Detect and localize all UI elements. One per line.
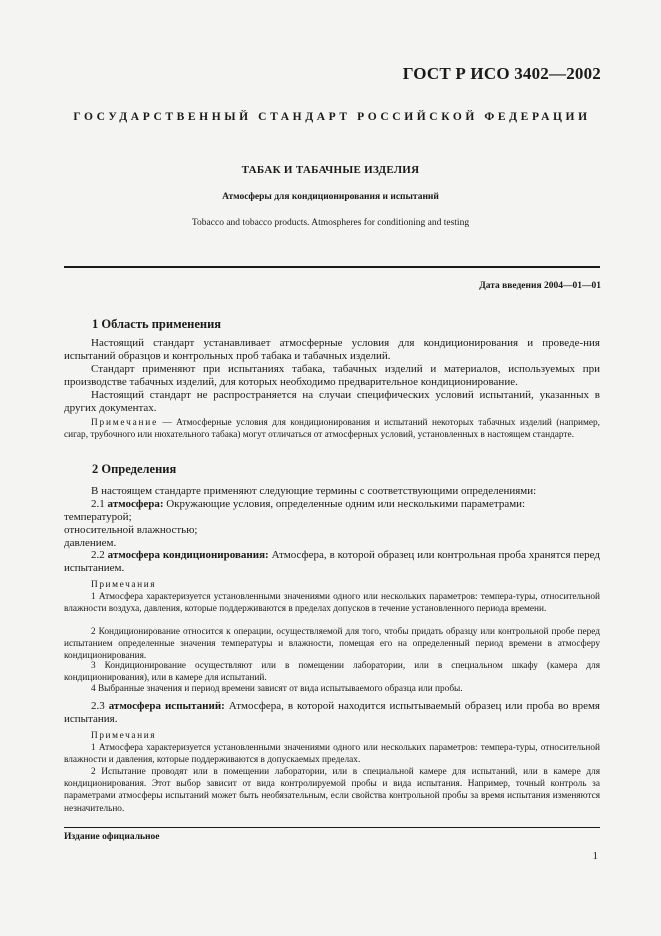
introduction-date: Дата введения 2004—01—01 (479, 281, 601, 291)
official-edition-label: Издание официальное (64, 832, 160, 842)
state-standard-banner: ГОСУДАРСТВЕННЫЙ СТАНДАРТ РОССИЙСКОЙ ФЕДЕРАЦИИ (73, 111, 591, 123)
section-1-paragraph-2: Стандарт применяют при испытаниях табака, табачных изделий и материалов, используемых при производстве табачных изделий, для которых необходимо предварительное кондиционирование. (64, 363, 600, 389)
document-title: ТАБАК И ТАБАЧНЫЕ ИЗДЕЛИЯ (241, 164, 420, 176)
definition-term: атмосфера испытаний: (108, 700, 225, 712)
notes-heading-2-2: Примечания (91, 580, 157, 590)
definition-term: атмосфера кондиционирования: (107, 549, 269, 561)
gost-code: ГОСТ Р ИСО 3402—2002 (402, 64, 601, 83)
note-2-2-3: 3 Кондиционирование осуществляют или в помещении лаборатории, или в специальном шкафу (камера для кондиционирования), или в камере для испытаний. (64, 661, 600, 684)
note-2-3-2: 2 Испытание проводят или в помещении лаборатории, или в специальной камере для испытаний, или в камере для кондиционирования. Этот выбор зависит от вида контролируемой пробы и вида испытания. Например, точный контроль за параметрами атмосферы испытаний может быть необязательным, если свойства контрольной пробы за время испытания изменяются незначительно. (64, 767, 600, 814)
definition-text: Окружающие условия, определенные одним или несколькими параметрами: (163, 498, 526, 510)
definition-2-1 (64, 498, 600, 511)
note-2-2-1: 1 Атмосфера характеризуется установленными значениями одного или нескольких параметров: темпера-туры, относительной влажности воздуха, давления, которые поддерживаются в пределах допусков в течение установленного периода времени. (64, 592, 600, 615)
section-1-heading: 1 Область применения (92, 317, 222, 331)
definition-term: атмосфера: (107, 498, 164, 510)
header-rule (64, 266, 600, 268)
section-1-note (64, 417, 600, 441)
definition-2-2 (64, 549, 600, 575)
definition-number: 2.1 (91, 498, 108, 510)
document-subtitle: Атмосферы для кондиционирования и испытаний (222, 192, 439, 202)
definition-2-1-item-2: относительной влажностью; (64, 524, 198, 536)
definition-number: 2.2 (91, 549, 108, 561)
definition-text: Атмосфера, в которой находится испытываемый образец или проба во время испытания. (64, 700, 600, 726)
section-1-paragraph-3: Настоящий стандарт не распространяется на случаи специфических условий испытаний, указанных в других документах. (64, 389, 600, 415)
section-2-heading: 2 Определения (92, 462, 177, 476)
definitions-intro: В настоящем стандарте применяют следующие термины с соответствующими определениями: (91, 485, 537, 497)
definition-2-1-item-1: температурой; (64, 511, 132, 523)
note-2-3-1: 1 Атмосфера характеризуется установленными значениями одного или нескольких параметров: темпера-туры, относительной влажности и давления, которые поддерживаются в допускаемых пределах. (64, 743, 600, 766)
note-text: — Атмосферные условия для кондиционирования и испытаний некоторых табачных изделий (например, сигар, трубочного или нюхательного табака) могут отличаться от атмосферных условий, установленных в настоящем стандарте. (64, 418, 600, 441)
notes-heading-2-3: Примечания (91, 731, 157, 741)
english-title: Tobacco and tobacco products. Atmospheres for conditioning and testing (191, 218, 470, 228)
definition-number: 2.3 (91, 700, 109, 712)
section-1-paragraph-1: Настоящий стандарт устанавливает атмосферные условия для кондиционирования и проведе-ния испытаний образцов и контрольных проб табака и табачных изделий. (64, 337, 600, 363)
note-2-2-2: 2 Кондиционирование относится к операции, осуществляемой для того, чтобы придать образцу или контрольной пробе перед испытанием определенные значения температуры и влажности, помещая его на определенный период времени в атмосферу кондиционирования. (64, 627, 600, 662)
definition-text: Атмосфера, в которой образец или контрольная проба хранятся перед испытанием. (64, 549, 600, 575)
note-label: Примечание (91, 418, 158, 428)
page-number: 1 (592, 850, 598, 862)
note-2-2-4: 4 Выбранные значения и период времени зависят от вида испытываемого образца или пробы. (91, 684, 463, 694)
definition-2-1-item-3: давлением. (64, 537, 117, 549)
footer-rule (64, 827, 600, 828)
definition-2-3 (64, 700, 600, 726)
